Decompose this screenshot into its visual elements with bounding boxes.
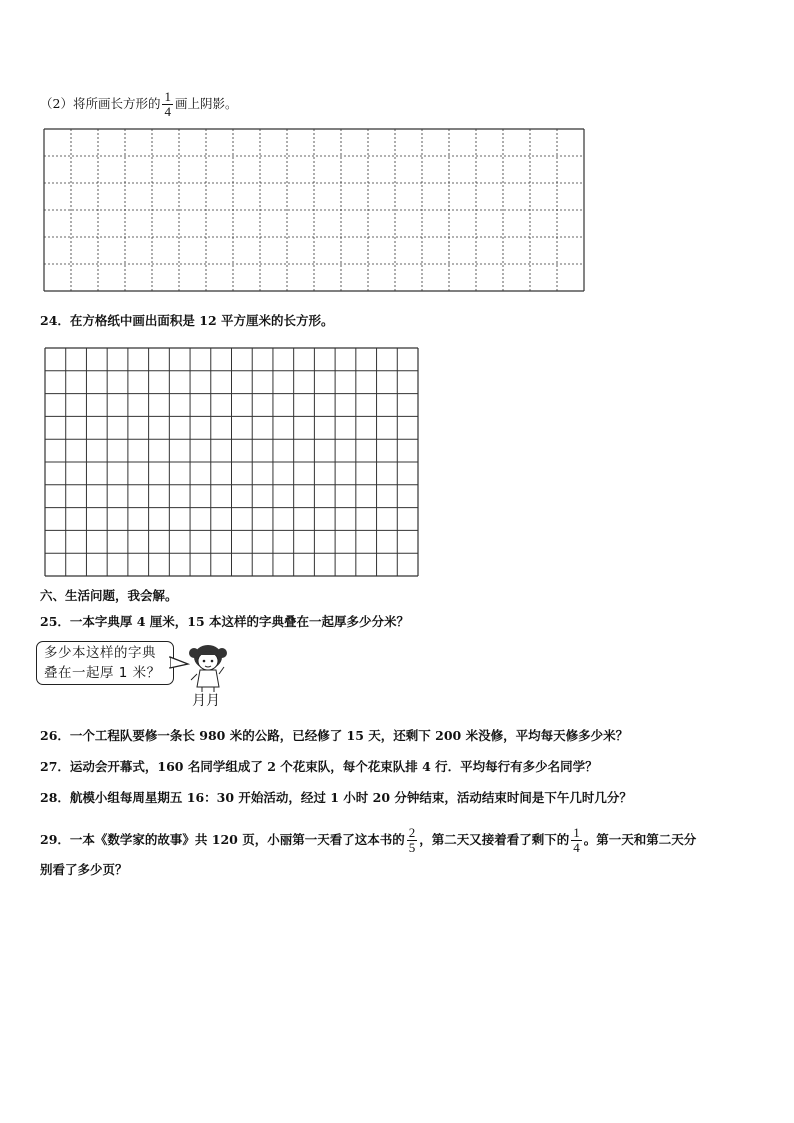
q27-question: 27．运动会开幕式，160 名同学组成了 2 个花束队，每个花束队排 4 行．平均每行有多少名同学？ <box>40 759 598 774</box>
fraction-numerator: 1 <box>573 825 580 840</box>
q25-question: 25．一本字典厚 4 厘米，15 本这样的字典叠在一起厚多少分米？ <box>40 614 410 629</box>
q26-question: 26．一个工程队要修一条长 980 米的公路，已经修了 15 天，还剩下 200 米没修，平均每天修多少米？ <box>40 728 629 743</box>
fraction-one-quarter <box>571 826 582 855</box>
square-grid-paper <box>44 347 419 577</box>
fraction-denominator: 4 <box>573 840 580 855</box>
q29-text-part3: 。第一天和第二天分 <box>583 832 697 847</box>
q28-question: 28．航模小组每周星期五 16：30 开始活动，经过 1 小时 20 分钟结束，活动结束时间是下午几时几分？ <box>40 790 632 805</box>
q29-text-part2: ，第二天又接着看了剩下的 <box>419 832 570 847</box>
q29-question-line2: 别看了多少页？ <box>40 862 128 877</box>
q29-text-part1: 29．一本《数学家的故事》共 120 页，小丽第一天看了这本书的 <box>40 832 405 847</box>
section-six-heading: 六、生活问题，我会解。 <box>40 588 178 603</box>
fraction-one-quarter <box>162 90 173 119</box>
fraction-denominator: 5 <box>408 840 416 855</box>
dotted-grid-paper <box>43 128 585 292</box>
fraction-numerator: 1 <box>164 89 171 104</box>
girl-illustration <box>186 643 234 693</box>
q24-question: 24．在方格纸中画出面积是 12 平方厘米的长方形。 <box>40 313 334 328</box>
q23-part2-suffix: 画上阴影。 <box>174 96 238 111</box>
bubble-line-1: 多少本这样的字典 <box>44 645 156 661</box>
bubble-line-2: 叠在一起厚 1 米？ <box>44 665 161 681</box>
q23-part2-prefix: （2）将所画长方形的 <box>40 96 161 111</box>
fraction-numerator: 2 <box>408 825 416 840</box>
q29-question-line1 <box>40 826 696 855</box>
fraction-two-fifths <box>407 826 418 855</box>
character-caption: 月月 <box>192 693 220 709</box>
q23-part2-line <box>40 90 237 119</box>
fraction-denominator: 4 <box>164 104 171 119</box>
